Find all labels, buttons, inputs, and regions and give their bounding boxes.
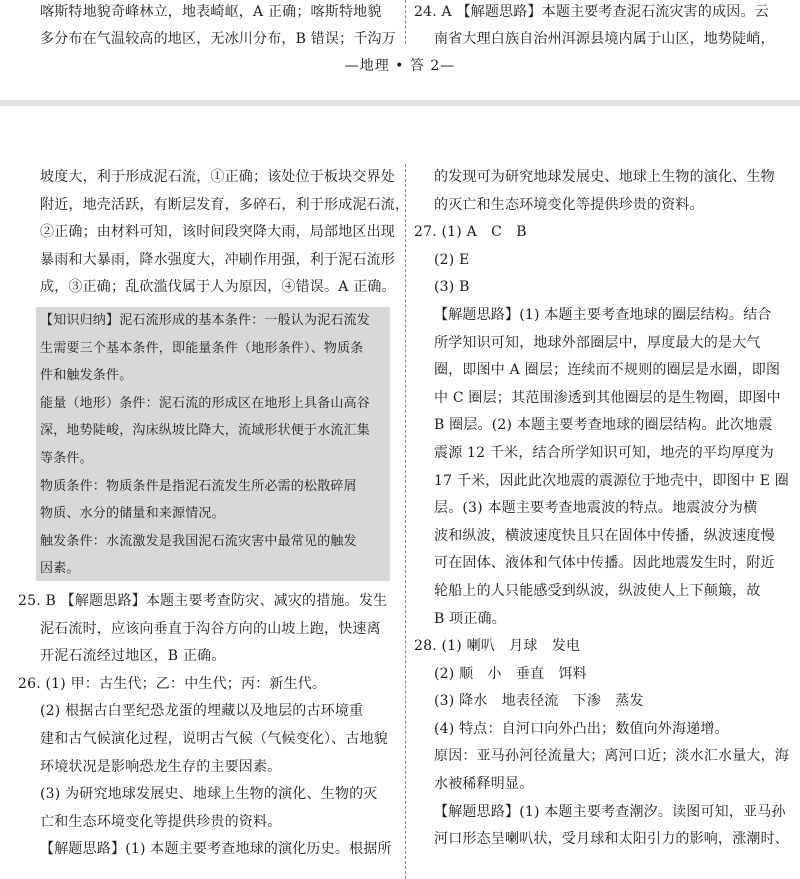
text-line: 原因：亚马孙河径流量大；离河口近；淡水汇水量大，海 [434, 748, 789, 765]
text-line: 因素。 [40, 561, 80, 577]
text-line: 震源 12 千米，结合所学知识可知，地壳的平均厚度为 [434, 444, 774, 461]
text-line: 附近，地壳活跃，有断层发育，多碎石，利于形成泥石流， [40, 196, 410, 213]
text-line: 【解题思路】(1) 本题主要考查地球的演化历史。根据所 [40, 841, 392, 858]
text-line: 深，地势陡峻，沟床纵坡比降大，流域形状便于水流汇集 [40, 423, 371, 439]
text-line: (2) E [434, 251, 470, 268]
knowledge-summary-text [40, 307, 370, 583]
text-line: 能量（地形）条件：泥石流的形成区在地形上具备山高谷 [40, 395, 371, 411]
text-line: 暴雨和大暴雨，降水强度大，冲刷作用强，利于泥石流形 [40, 251, 395, 268]
text-line: 泥石流时，应该向垂直于沟谷方向的山坡上跑，快速离 [40, 620, 381, 637]
text-line: (2) 顺 小 垂直 饵料 [434, 665, 587, 682]
text-line: 触发条件：水流激发是我国泥石流灾害中最常见的触发 [40, 533, 357, 549]
text-line: 等条件。 [40, 450, 93, 466]
text-line: 17 千米，因此此次地震的震源位于地壳中，即图中 E 圈 [434, 472, 789, 489]
text-line: 环境状况是影响恐龙生存的主要因素。 [40, 758, 282, 775]
text-line: 成，③正确；乱砍滥伐属于人为原因，④错误。A 正确。 [40, 279, 396, 296]
page-separator [0, 100, 800, 106]
text-line: 【解题思路】(1) 本题主要考查地球的圈层结构。结合 [434, 306, 772, 323]
text-line: 【知识归纳】泥石流形成的基本条件：一般认为泥石流发 [40, 313, 371, 328]
right-column [414, 164, 789, 854]
text-line: 物质条件：物质条件是指泥石流发生所必需的松散碎屑 [40, 478, 357, 494]
text-line: 的灭亡和生态环境变化等提供珍贵的资料。 [434, 196, 704, 213]
text-line: 物质、水分的储量和来源情况。 [40, 506, 225, 522]
knowledge-summary-box [36, 307, 390, 581]
column-divider [405, 0, 406, 44]
text-line: 波和纵波，横波速度快且只在固体中传播，纵波速度慢 [434, 527, 775, 544]
text-line: 南省大理白族自治州洱源县境内属于山区，地势陡峭， [434, 31, 775, 47]
column-divider [405, 164, 406, 879]
page-footer: —地理 • 答 2— [344, 58, 456, 74]
text-line: 层。(3) 本题主要考查地震波的特点。地震波分为横 [434, 500, 758, 517]
text-line: 亡和生态环境变化等提供珍贵的资料。 [40, 813, 282, 830]
text-line: 28. (1) 喇叭 月球 发电 [414, 638, 581, 655]
text-line: 建和古气候演化过程，说明古气候（气候变化）、古地貌 [40, 730, 388, 747]
text-line: (3) 降水 地表径流 下渗 蒸发 [434, 693, 644, 710]
text-line: 的发现可为研究地球发展史、地球上生物的演化、生物 [434, 169, 775, 185]
text-line: 多分布在气温较高的地区，无冰川分布，B 错误；千沟万 [40, 31, 396, 47]
text-line: 河口形态呈喇叭状，受月球和太阳引力的影响，涨潮时、 [434, 831, 789, 848]
text-line: (4) 特点：自河口向外凸出；数值向外海递增。 [434, 720, 729, 737]
text-line: (2) 根据古白垩纪恐龙蛋的埋藏以及地层的古环境重 [40, 703, 364, 720]
left-column-answers [18, 588, 392, 864]
text-line: (3) 为研究地球发展史、地球上生物的演化、生物的灭 [40, 786, 378, 803]
text-line: 可在固体、液体和气体中传播。因此地震发生时，附近 [434, 555, 775, 572]
text-line: 24. A 【解题思路】本题主要考查泥石流灾害的成因。云 [414, 4, 769, 20]
previous-page-fragment [0, 0, 800, 95]
text-line: 中 C 圈层；其范围渗透到其他圈层的是生物圈，即图中 [434, 389, 781, 406]
text-line: 【解题思路】(1) 本题主要考查潮汐。读图可知，亚马孙 [434, 803, 786, 820]
text-line: 生需要三个基本条件，即能量条件（地形条件）、物质条 [40, 340, 364, 356]
text-line: 轮船上的人只能感受到纵波，纵波使人上下颠簸，故 [434, 582, 761, 599]
text-line: 25. B 【解题思路】本题主要考查防灾、减灾的措施。发生 [18, 593, 388, 609]
text-line: B 项正确。 [434, 610, 506, 627]
current-page [0, 108, 800, 879]
text-line: ②正确；由材料可知，该时间段突降大雨，局部地区出现 [40, 224, 395, 241]
top-left-column [40, 0, 396, 53]
text-line: 圈，即图中 A 圈层；连续而不规则的圈层是水圈，即图 [434, 362, 781, 379]
text-line: 水被稀释明显。 [434, 776, 534, 793]
text-line: 26. (1) 甲：古生代；乙：中生代；丙：新生代。 [18, 675, 327, 692]
left-column-intro [40, 164, 409, 302]
top-right-column [414, 0, 775, 53]
text-line: 开泥石流经过地区，B 正确。 [40, 648, 226, 665]
text-line: B 圈层。(2) 本题主要考查地球的圈层结构。此次地震 [434, 417, 773, 434]
text-line: 件和触发条件。 [40, 368, 133, 384]
text-line: 所学知识可知，地球外部圈层中，厚度最大的是大气 [434, 334, 761, 351]
text-line: (3) B [434, 279, 470, 296]
text-line: 坡度大，利于形成泥石流，①正确；该处位于板块交界处 [40, 169, 395, 185]
text-line: 喀斯特地貌奇峰林立，地表崎岖，A 正确；喀斯特地貌 [40, 4, 382, 20]
text-line: 27. (1) A C B [414, 224, 527, 241]
